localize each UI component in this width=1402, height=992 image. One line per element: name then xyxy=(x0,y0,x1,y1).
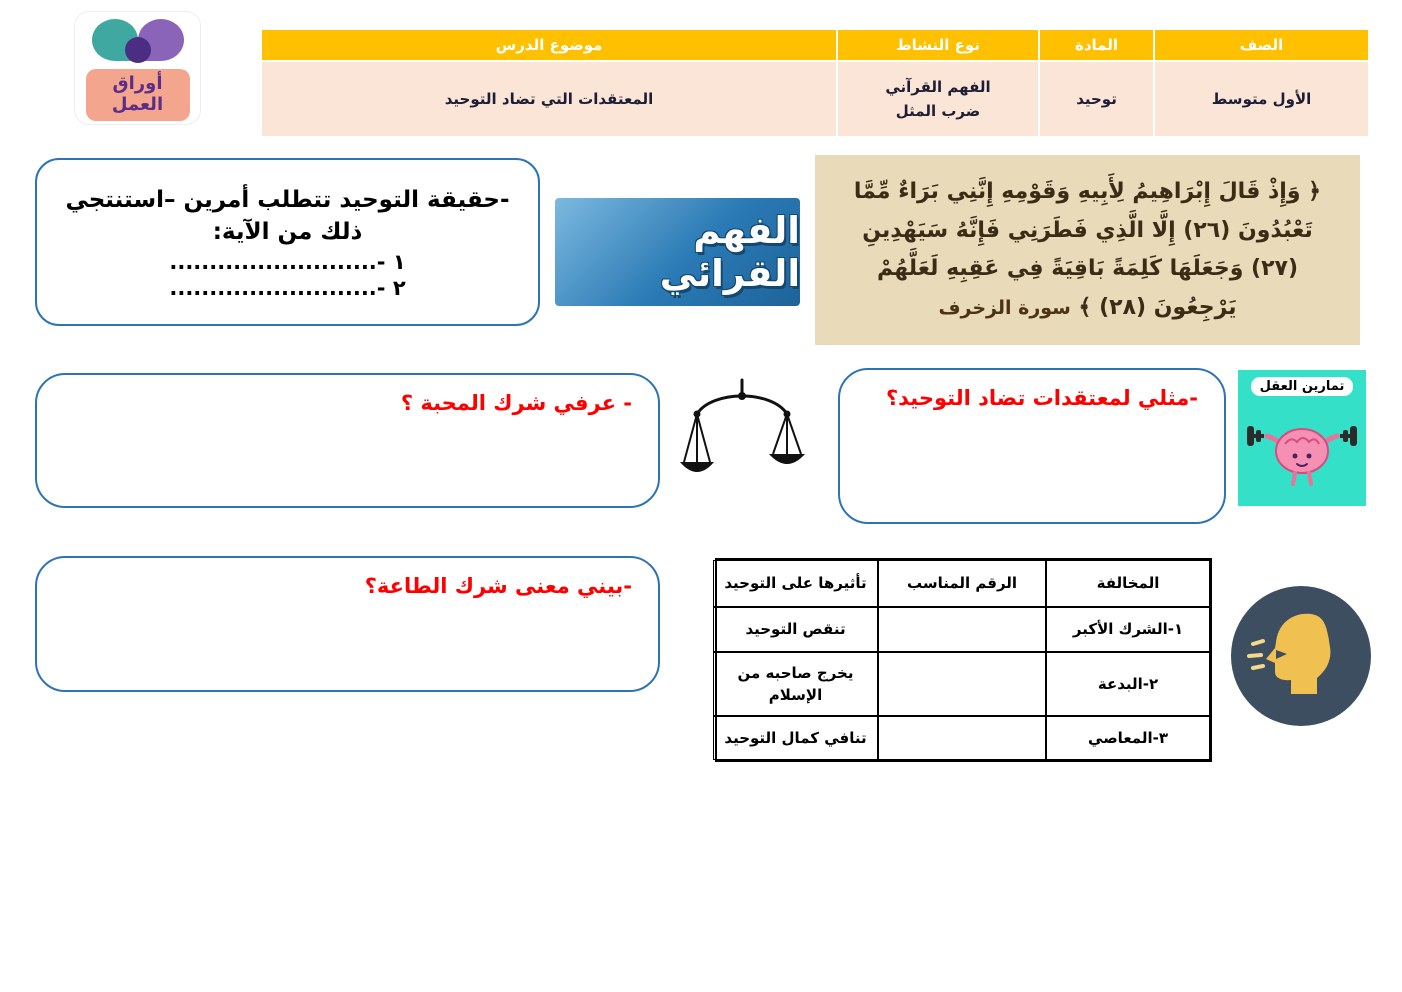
quran-verse-text xyxy=(837,173,1338,327)
match-row2-violation: ٢-البدعة xyxy=(1046,652,1210,716)
brain-lifting-weights-icon xyxy=(1247,396,1357,488)
activity-type-line1: الفهم القرآني xyxy=(885,78,991,96)
brain-exercises-card xyxy=(1238,370,1366,506)
speaking-head-icon xyxy=(1231,586,1371,726)
balance-scales-icon xyxy=(672,372,812,512)
info-value-activity-type xyxy=(838,62,1040,136)
reading-comprehension-banner-text: الفهم القرائي xyxy=(659,209,800,295)
logo-title-line1: أوراق xyxy=(112,73,163,95)
verse-conclusion-question-box xyxy=(35,158,540,326)
contradicting-beliefs-question-text: -مثلي لمعتقدات تضاد التوحيد؟ xyxy=(885,386,1198,410)
info-value-class xyxy=(1155,62,1368,136)
logo-center-dot xyxy=(125,37,151,63)
shirk-of-obedience-question-text: -بيني معنى شرك الطاعة؟ xyxy=(364,574,632,598)
info-table-value-row xyxy=(262,62,1368,136)
match-header-effect: تأثيرها على التوحيد xyxy=(713,560,878,607)
violations-match-table xyxy=(715,558,1212,762)
quran-verse-panel xyxy=(815,155,1360,345)
lesson-info-table xyxy=(262,30,1368,136)
match-row1-violation: ١-الشرك الأكبر xyxy=(1046,607,1210,652)
logo-title xyxy=(86,69,190,121)
info-value-lesson-topic xyxy=(262,62,838,136)
answer-line-1: ١ -.......................... xyxy=(169,250,406,275)
reading-comprehension-banner xyxy=(555,198,800,306)
info-value-subject xyxy=(1040,62,1155,136)
shirk-of-love-question-box xyxy=(35,373,660,508)
logo-title-line2: العمل xyxy=(111,94,164,115)
info-header-lesson-topic: موضوع الدرس xyxy=(262,30,838,60)
shirk-of-love-question-text: - عرفي شرك المحبة ؟ xyxy=(400,391,632,415)
match-row1-number-answer-cell xyxy=(878,607,1046,652)
match-row3-effect: تنافي كمال التوحيد xyxy=(713,716,878,760)
info-header-activity-type: نوع النشاط xyxy=(838,30,1040,60)
speaking-head-svg xyxy=(1231,586,1371,726)
info-table-header-row xyxy=(262,30,1368,60)
match-header-violation: المخالفة xyxy=(1046,560,1210,607)
logo-flower-icon xyxy=(92,17,184,67)
match-row3-number-answer-cell xyxy=(878,716,1046,760)
quran-verse: ﴿ وَإِذْ قَالَ إِبْرَاهِيمُ لِأَبِيهِ وَقَوْمِهِ إِنَّنِي بَرَاءٌ مِّمَّا تَعْبُدُونَ (٢٦) إِلَّا الَّذِي فَطَرَنِي فَإِنَّهُ سَيَهْدِينِ (٢٧) وَجَعَلَهَا كَلِمَةً بَاقِيَةً فِي عَقِبِهِ لَعَلَّهُمْ يَرْجِعُونَ (٢٨) ﴾ xyxy=(853,179,1322,320)
worksheets-logo xyxy=(75,12,200,124)
activity-type-line2: ضرب المثل xyxy=(895,102,981,120)
surah-source-label: سورة الزخرف xyxy=(938,296,1071,319)
contradicting-beliefs-question-box xyxy=(838,368,1226,524)
class-value: الأول متوسط xyxy=(1211,90,1312,108)
subject-value: توحيد xyxy=(1076,90,1117,108)
shirk-of-obedience-question-box xyxy=(35,556,660,692)
answer-line-2: ٢ -.......................... xyxy=(169,276,406,301)
info-header-class: الصف xyxy=(1155,30,1368,60)
match-header-number: الرقم المناسب xyxy=(878,560,1046,607)
info-header-subject: المادة xyxy=(1040,30,1155,60)
match-row2-effect: يخرج صاحبه من الإسلام xyxy=(713,652,878,716)
lesson-topic-value: المعتقدات التي تضاد التوحيد xyxy=(444,90,654,108)
verse-conclusion-question-text: -حقيقة التوحيد تتطلب أمرين –استنتجي ذلك من الآية: xyxy=(65,186,510,245)
match-row2-number-answer-cell xyxy=(878,652,1046,716)
balance-scales-svg xyxy=(672,372,812,512)
brain-exercises-label: تمارين العقل xyxy=(1251,377,1354,396)
match-row1-effect: تنقص التوحيد xyxy=(713,607,878,652)
match-row3-violation: ٣-المعاصي xyxy=(1046,716,1210,760)
